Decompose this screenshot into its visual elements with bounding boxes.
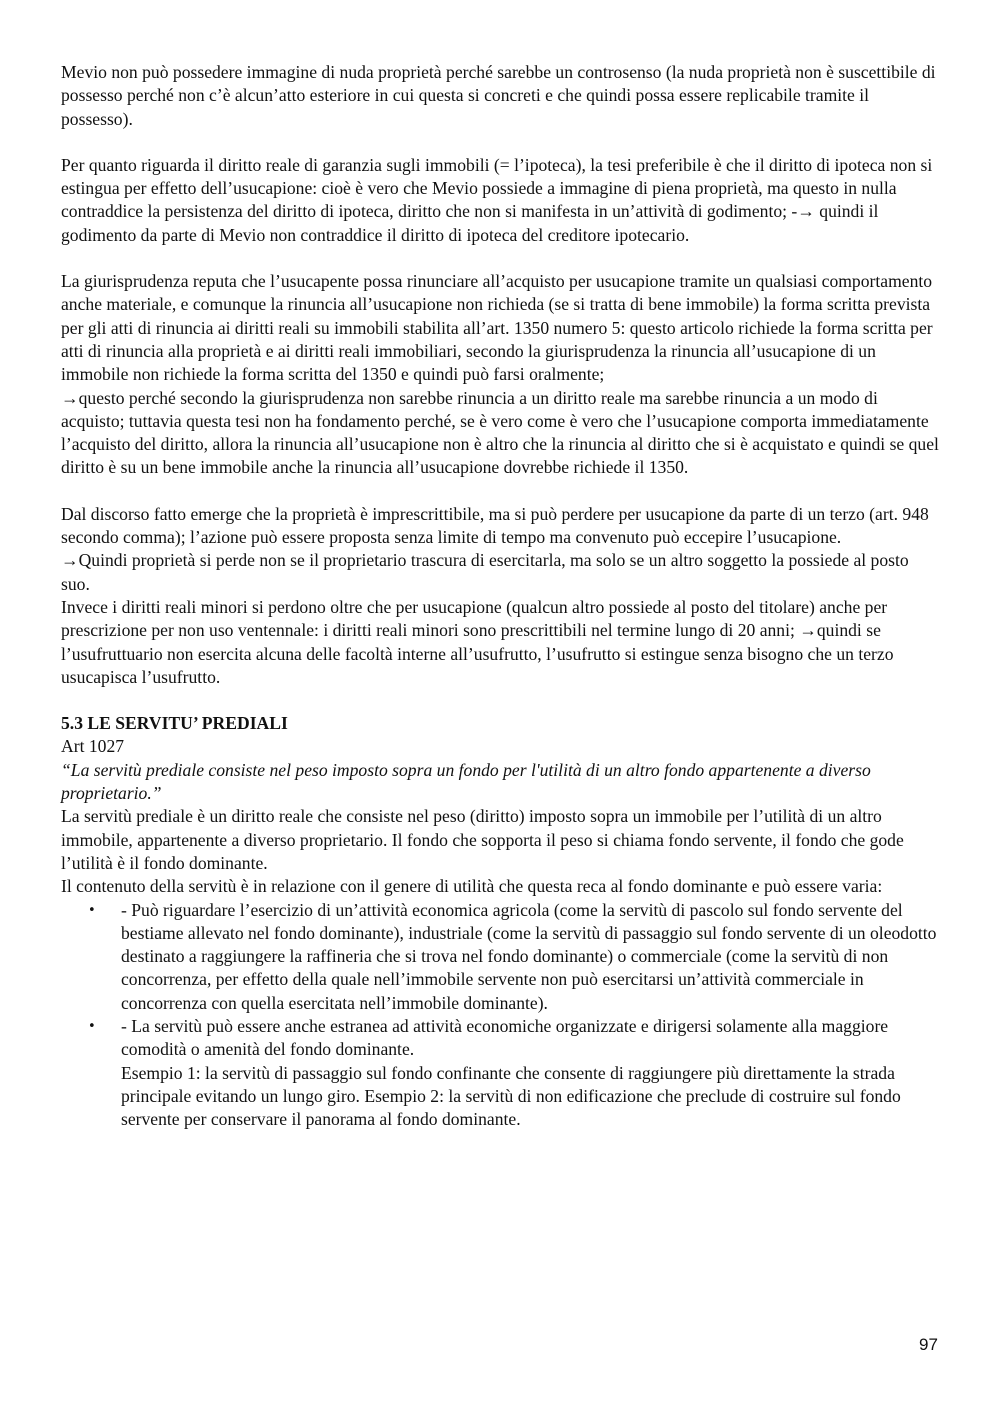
paragraph-spacer [61, 689, 941, 712]
paragraph-imprescrittibile: Dal discorso fatto emerge che la proprietà è imprescrittibile, ma si può perdere per usucapione da parte di un terzo (art. 948 secondo comma); l’azione può essere proposta senza limite di tempo ma convenuto può eccepire l’usucapione. [61, 503, 929, 548]
paragraph-ipoteca: Per quanto riguarda il diritto reale di garanzia sugli immobili (= l’ipoteca), la tesi preferibile è che il diritto di ipoteca non si estingua per effetto dell’usucapione: cioè è vero che Mevio possiede a immagine di piena proprietà, ma questo in nulla contraddice la persistenza del diritto di ipoteca, diritto che non si manifesta in un’attività di godimento; -→ quindi il godimento da parte di Mevio non contraddice il diritto di ipoteca del creditore ipotecario. [61, 154, 933, 245]
bullet-list [61, 899, 941, 1132]
article-reference: Art 1027 [61, 736, 125, 757]
list-item-text: - Può riguardare l’esercizio di un’attività economica agricola (come la servitù di pascolo sul fondo servente del bestiame allevato nel fondo dominante), industriale (come la servitù di passaggio sul fondo servente di un oleodotto destinato a raggiungere la raffineria che si trova nel fondo dominante) o commerciale (come la servitù di non concorrenza, per effetto della quale nell’immobile servente non può esercitarsi un’attività commerciale in concorrenza con quella esercitata nell’immobile dominante). [121, 899, 937, 1013]
paragraph-spacer [61, 247, 941, 270]
page-number: 97 [919, 1335, 938, 1354]
paragraph-diritti-minori: Invece i diritti reali minori si perdono oltre che per usucapione (qualcun altro possiede al posto del titolare) anche per prescrizione per non uso ventennale: i diritti reali minori sono prescrittibili nel termine lungo di 20 anni; →quindi se l’usufruttuario non esercita alcuna delle facoltà interne all’usufrutto, l’usufrutto si estingue senza bisogno che un terzo usucapisca l’usufrutto. [61, 596, 894, 687]
paragraph-perdita-proprieta: →Quindi proprietà si perde non se il proprietario trascura di esercitarla, ma solo se un altro soggetto la possiede al posto suo. [61, 550, 909, 594]
section-heading: 5.3 LE SERVITU’ PREDIALI [61, 713, 288, 734]
list-item-text: - La servitù può essere anche estranea ad attività economiche organizzate e dirigersi solamente alla maggiore comodità o amenità del fondo dominante. [121, 1015, 889, 1060]
list-item-example: Esempio 1: la servitù di passaggio sul fondo confinante che consente di raggiungere più direttamente la strada principale evitando un lungo giro. Esempio 2: la servitù di non edificazione che preclude di costruire sul fondo servente per conservare il panorama al fondo dominante. [121, 1062, 901, 1130]
paragraph-spacer [61, 131, 941, 154]
document-page [61, 61, 941, 1131]
paragraph-nuda-proprieta: Mevio non può possedere immagine di nuda proprietà perché sarebbe un controsenso (la nuda proprietà non è suscettibile di possesso perché non c’è alcun’atto esteriore in cui questa si concreti e che quindi possa essere replicabile tramite il possesso). [61, 62, 936, 129]
list-item [61, 1015, 941, 1131]
article-quote: “La servitù prediale consiste nel peso imposto sopra un fondo per l'utilità di un altro fondo appartenente a diverso proprietario.” [61, 759, 871, 804]
paragraph-rinuncia-critica: →questo perché secondo la giurisprudenza non sarebbe rinuncia a un diritto reale ma sarebbe rinuncia a un modo di acquisto; tuttavia questa tesi non ha fondamento perché, se è vero come è vero che l’usucapione comporta immediatamente l’acquisto del diritto, allora la rinuncia all’usucapione non è altro che la rinuncia al diritto che si è acquistato e quindi se quel diritto è su un bene immobile anche la rinuncia all’usucapione dovrebbe richiede il 1350. [61, 387, 939, 478]
bullet-icon: • [88, 902, 96, 918]
list-item [61, 899, 941, 1015]
paragraph-spacer [61, 480, 941, 503]
bullet-icon: • [88, 1018, 96, 1034]
paragraph-rinuncia-usucapione: La giurisprudenza reputa che l’usucapente possa rinunciare all’acquisto per usucapione tramite un qualsiasi comportamento anche materiale, e comunque la rinuncia all’usucapione non richieda (se si tratta di bene immobile) la forma scritta prevista per gli atti di rinuncia ai diritti reali su immobili stabilita all’art. 1350 numero 5: questo articolo richiede la forma scritta per atti di rinuncia alla proprietà e ai diritti reali immobiliari, secondo la giurisprudenza la rinuncia all’usucapione di un immobile non richiede la forma scritta del 1350 e quindi può farsi oralmente; [61, 271, 933, 385]
paragraph-definizione-servitu: La servitù prediale è un diritto reale che consiste nel peso (diritto) imposto sopra un immobile per l’utilità di un altro immobile, appartenente a diverso proprietario. Il fondo che sopporta il peso si chiama fondo servente, il fondo che gode l’utilità è il fondo dominante. [61, 806, 904, 873]
paragraph-contenuto-servitu: Il contenuto della servitù è in relazione con il genere di utilità che questa reca al fondo dominante e può essere varia: [61, 876, 883, 897]
